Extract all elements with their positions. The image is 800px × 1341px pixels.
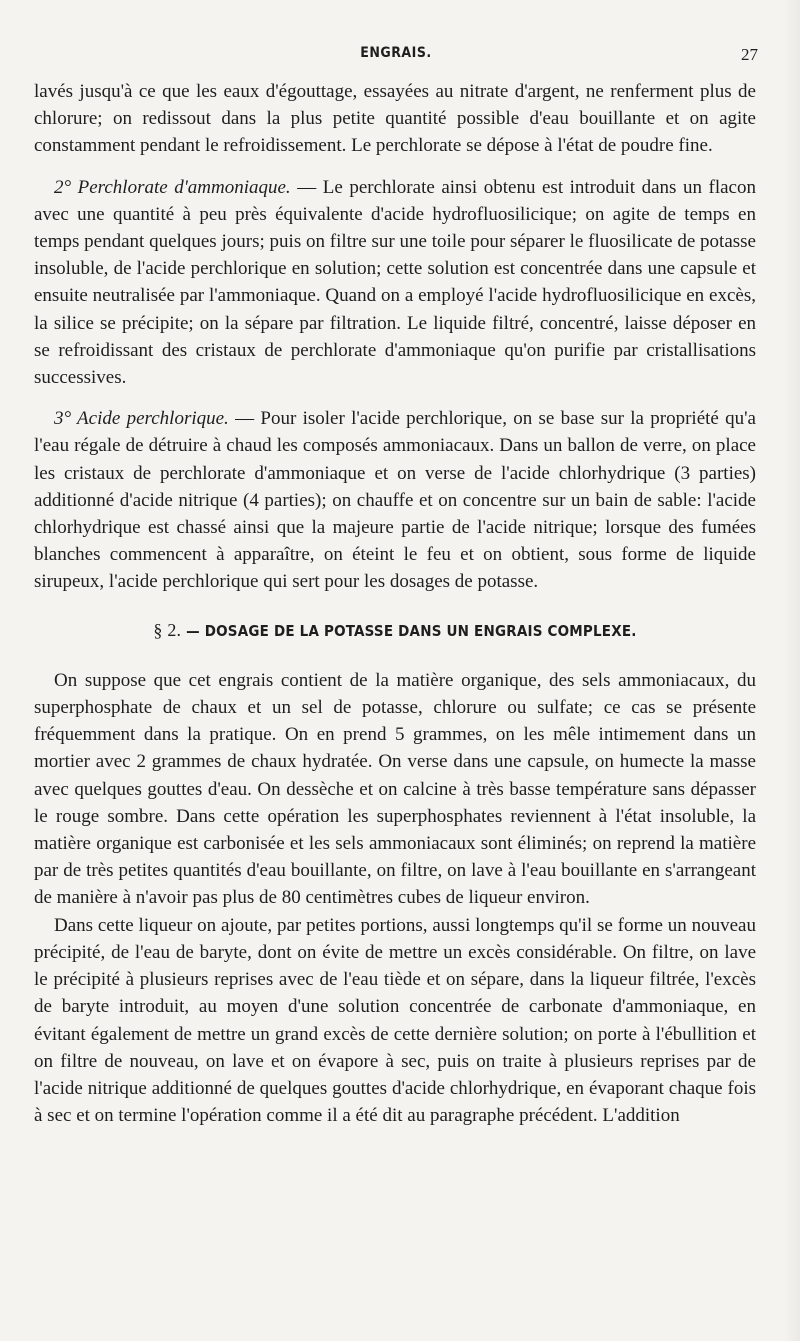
page-body [34, 78, 756, 1129]
scan-edge-shadow [784, 0, 800, 1341]
paragraph-text: — Le perchlorate ainsi obtenu est introduit dans un flacon avec une quantité à peu près équivalente d'acide hydrofluosilicique; on agite de temps en temps pendant quelques jours; puis on filtre sur une toile pour séparer le fluosilicate de potasse insoluble, de l'acide perchlorique en solution; cette solution est concentrée dans une capsule et ensuite neutralisée par l'ammoniaque. Quand on a employé l'acide hydrofluosilicique en excès, la silice se précipite; on la sépare par filtration. Le liquide filtré, concentré, laisse déposer en se refroidissant des cristaux de perchlorate d'ammoniaque qu'on purifie par cristallisations successives. [34, 176, 756, 389]
section-title: — DOSAGE DE LA POTASSE DANS UN ENGRAIS COMPLEXE. [186, 621, 637, 640]
section-mark: § 2. [153, 619, 182, 640]
paragraph-acide-perchlorique [34, 405, 756, 595]
paragraph-lead: 2° Perchlorate d'ammoniaque. [54, 176, 291, 198]
paragraph-lead: 3° Acide perchlorique. [54, 408, 229, 430]
paragraph-text: — Pour isoler l'acide perchlorique, on se base sur la propriété qu'a l'eau régale de détruire à chaud les composés ammoniacaux. Dans un ballon de verre, on place les cristaux de perchlorate d'ammoniaque et on verse de l'acide chlorhydrique (3 parties) additionné d'acide nitrique (4 parties); on chauffe et on concentre sur un bain de sable: l'acide chlorhydrique est chassé ainsi que la majeure partie de l'acide nitrique; lorsque des fumées blanches commencent à apparaître, on éteint le feu et on obtient, sous forme de liquide sirupeux, l'acide perchlorique qui sert pour les dosages de potasse. [34, 408, 756, 593]
page-number: 27 [741, 45, 758, 64]
paragraph-continuation [34, 78, 756, 160]
paragraph-text: On suppose que cet engrais contient de la matière organique, des sels ammoniacaux, du superphosphate de chaux et un sel de potasse, chlorure ou sulfate; ce cas se présente fréquemment dans la pratique. On en prend 5 grammes, on les mêle intimement dans un mortier avec 2 grammes de chaux hydratée. On verse dans une capsule, on humecte la masse avec quelques gouttes d'eau. On dessèche et on calcine à très basse température sans dépasser le rouge sombre. Dans cette opération les superphosphates reviennent à l'état insoluble, la matière organique est carbonisée et les sels ammoniacaux sont éliminés; on reprend la matière par de très petites quantités d'eau bouillante, on filtre, on lave à l'eau bouillante en s'arrangeant de manière à n'avoir pas plus de 80 centimètres cubes de liqueur environ. [34, 669, 756, 909]
paragraph-engrais-complexe [34, 667, 756, 912]
paragraph-text: Dans cette liqueur on ajoute, par petites portions, aussi longtemps qu'il se forme un nouveau précipité, de l'eau de baryte, dont on évite de mettre un excès considérable. On filtre, on lave le précipité à plusieurs reprises avec de l'eau tiède et on sépare, dans la liqueur filtrée, l'excès de baryte introduit, au moyen d'une solution concentrée de carbonate d'ammoniaque, en évitant également de mettre un grand excès de cette dernière solution; on porte à l'ébullition et on filtre de nouveau, on lave et on évapore à sec, puis on traite à plusieurs reprises par de l'acide nitrique additionné de quelques gouttes d'acide chlorhydrique, en évaporant chaque fois à sec et on termine l'opération comme il a été dit au paragraphe précédent. L'addition [34, 914, 756, 1127]
paragraph-perchlorate-ammoniaque [34, 174, 756, 392]
page-header [34, 45, 758, 69]
paragraph-text: lavés jusqu'à ce que les eaux d'égouttage, essayées au nitrate d'argent, ne renferment plus de chlorure; on redissout dans la plus petite quantité possible d'eau bouillante et on agite constamment pendant le refroidissement. Le perchlorate se dépose à l'état de poudre fine. [34, 81, 756, 157]
section-heading [34, 617, 756, 645]
paragraph-eau-de-baryte [34, 912, 756, 1130]
running-title: ENGRAIS. [360, 45, 432, 61]
